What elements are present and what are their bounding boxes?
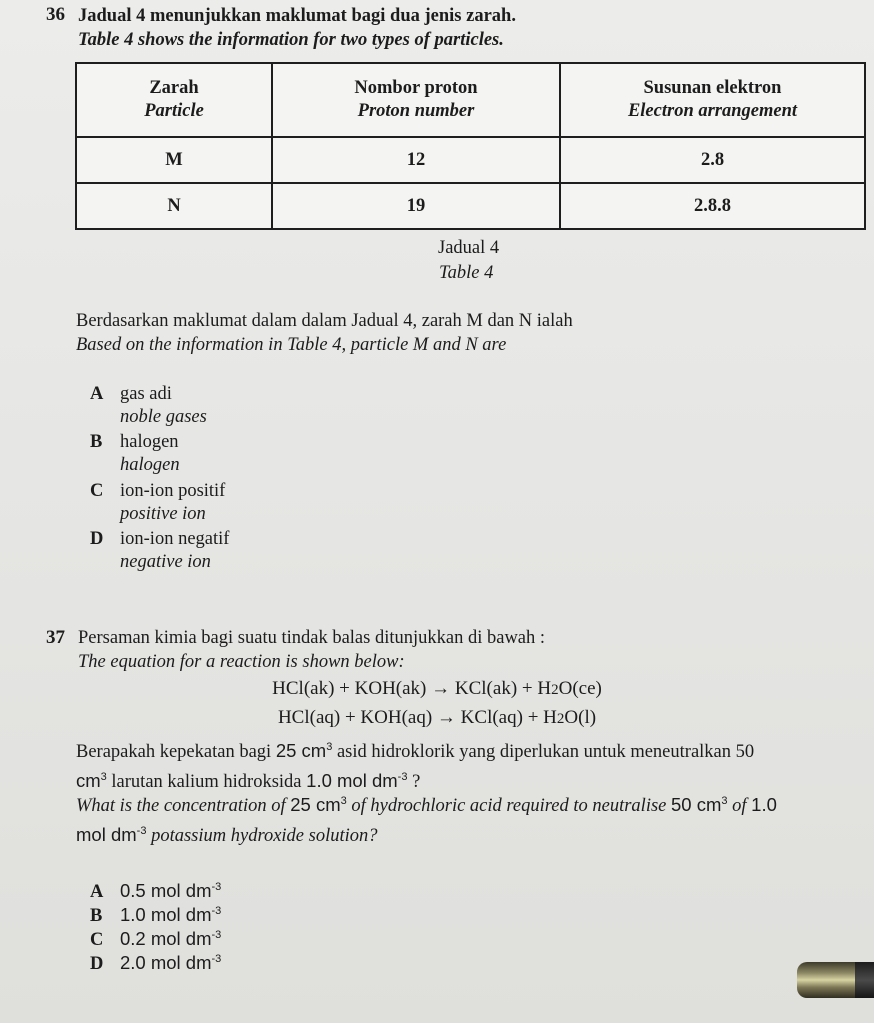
q36-option-d[interactable] bbox=[90, 528, 229, 574]
option-letter: C bbox=[90, 930, 104, 950]
option-letter: A bbox=[90, 384, 104, 404]
option-letter: C bbox=[90, 481, 104, 501]
q36-intro-ms: Jadual 4 menunjukkan maklumat bagi dua jenis zarah. bbox=[78, 6, 516, 26]
question-37-number: 37 bbox=[46, 627, 65, 648]
option-letter: B bbox=[90, 432, 103, 452]
cell-proton: 19 bbox=[272, 183, 560, 229]
q37-stem-ms bbox=[76, 739, 866, 794]
stem-text: of bbox=[727, 796, 752, 816]
stem-volume: 50 cm bbox=[671, 794, 722, 815]
stem-text: ? bbox=[407, 772, 421, 792]
stem-text: What is the concentration of bbox=[76, 796, 291, 816]
option-superscript: -3 bbox=[211, 929, 222, 941]
option-text-en: halogen bbox=[120, 455, 180, 475]
header-proton-ms: Nombor proton bbox=[354, 78, 478, 98]
option-letter: D bbox=[90, 954, 104, 974]
option-text-en: positive ion bbox=[120, 504, 206, 524]
header-particle-ms: Zarah bbox=[149, 78, 199, 98]
stem-text: asid hidroklorik yang diperlukan untuk meneutralkan 50 bbox=[332, 742, 755, 762]
table-row bbox=[76, 183, 865, 229]
option-superscript: -3 bbox=[211, 953, 222, 965]
option-letter: B bbox=[90, 906, 103, 926]
option-letter: D bbox=[90, 529, 104, 549]
header-particle-en: Particle bbox=[144, 101, 204, 121]
equation-en bbox=[0, 707, 874, 729]
equation-ms bbox=[0, 678, 874, 700]
q36-stem-ms: Berdasarkan maklumat dalam dalam Jadual 4, zarah M dan N ialah bbox=[76, 311, 573, 331]
table-caption-en: Table 4 bbox=[439, 263, 494, 283]
q37-option-b[interactable] bbox=[90, 903, 221, 927]
stem-unit: mol dm bbox=[76, 824, 137, 845]
option-text-ms: ion-ion negatif bbox=[120, 529, 230, 549]
stem-text: potassium hydroxide solution? bbox=[146, 826, 378, 846]
stem-superscript: 3 bbox=[100, 771, 107, 783]
cell-proton: 12 bbox=[272, 137, 560, 183]
option-text-ms: ion-ion positif bbox=[120, 481, 226, 501]
q37-options bbox=[90, 879, 221, 975]
equation-en-part: O(l) bbox=[564, 707, 597, 728]
option-text-ms: gas adi bbox=[120, 384, 172, 404]
option-value: 0.5 mol dm bbox=[120, 880, 212, 901]
cell-electron: 2.8.8 bbox=[560, 183, 865, 229]
q37-option-c[interactable] bbox=[90, 927, 221, 951]
header-proton bbox=[272, 63, 560, 137]
stem-superscript: 3 bbox=[326, 741, 333, 753]
stem-text: of hydrochloric acid required to neutralise bbox=[346, 796, 671, 816]
q36-option-a[interactable] bbox=[90, 383, 207, 429]
q37-option-a[interactable] bbox=[90, 879, 221, 903]
q36-intro-en: Table 4 shows the information for two types of particles. bbox=[78, 30, 504, 50]
q37-stem-en bbox=[76, 793, 866, 848]
table-4 bbox=[75, 62, 866, 230]
stem-superscript: -3 bbox=[136, 825, 147, 837]
stem-text: larutan kalium hidroksida bbox=[106, 772, 307, 792]
stem-superscript: 3 bbox=[340, 795, 347, 807]
table-row bbox=[76, 137, 865, 183]
q37-intro-en: The equation for a reaction is shown below: bbox=[78, 652, 405, 672]
option-value: 2.0 mol dm bbox=[120, 952, 212, 973]
header-particle bbox=[76, 63, 272, 137]
table-header-row bbox=[76, 63, 865, 137]
header-electron bbox=[560, 63, 865, 137]
stem-concentration: 1.0 mol dm bbox=[306, 770, 398, 791]
option-superscript: -3 bbox=[211, 905, 222, 917]
stem-superscript: 3 bbox=[721, 795, 728, 807]
cell-electron: 2.8 bbox=[560, 137, 865, 183]
option-superscript: -3 bbox=[211, 881, 222, 893]
question-36-number: 36 bbox=[46, 4, 65, 25]
option-value: 1.0 mol dm bbox=[120, 904, 212, 925]
cell-particle: M bbox=[76, 137, 272, 183]
header-electron-ms: Susunan elektron bbox=[643, 78, 782, 98]
q36-option-b[interactable] bbox=[90, 431, 180, 477]
q36-option-c[interactable] bbox=[90, 480, 225, 526]
stem-superscript: -3 bbox=[397, 771, 408, 783]
equation-en-part: HCl(aq) + KOH(aq) → KCl(aq) + H bbox=[277, 707, 557, 728]
stem-concentration: 1.0 bbox=[751, 794, 777, 815]
option-text-en: negative ion bbox=[120, 552, 211, 572]
stem-volume: 25 cm bbox=[275, 740, 327, 761]
cell-particle: N bbox=[76, 183, 272, 229]
stem-unit: cm bbox=[76, 770, 101, 791]
equation-ms-part: HCl(ak) + KOH(ak) → KCl(ak) + H bbox=[272, 678, 552, 699]
table-caption-ms: Jadual 4 bbox=[438, 238, 500, 258]
equation-en-subscript: 2 bbox=[556, 711, 565, 727]
option-text-ms: halogen bbox=[120, 432, 179, 452]
equation-ms-part: O(ce) bbox=[558, 678, 602, 699]
q37-intro-ms: Persaman kimia bagi suatu tindak balas ditunjukkan di bawah : bbox=[78, 628, 546, 648]
stem-text: Berapakah kepekatan bagi bbox=[76, 742, 276, 762]
option-value: 0.2 mol dm bbox=[120, 928, 212, 949]
pencil-tip-icon bbox=[855, 962, 874, 998]
option-text-en: noble gases bbox=[120, 407, 207, 427]
header-proton-en: Proton number bbox=[357, 101, 475, 121]
q37-option-d[interactable] bbox=[90, 951, 221, 975]
equation-ms-subscript: 2 bbox=[551, 682, 559, 698]
header-electron-en: Electron arrangement bbox=[627, 101, 798, 121]
option-letter: A bbox=[90, 882, 104, 902]
stem-volume: 25 cm bbox=[290, 794, 341, 815]
q36-stem-en: Based on the information in Table 4, particle M and N are bbox=[76, 335, 507, 355]
